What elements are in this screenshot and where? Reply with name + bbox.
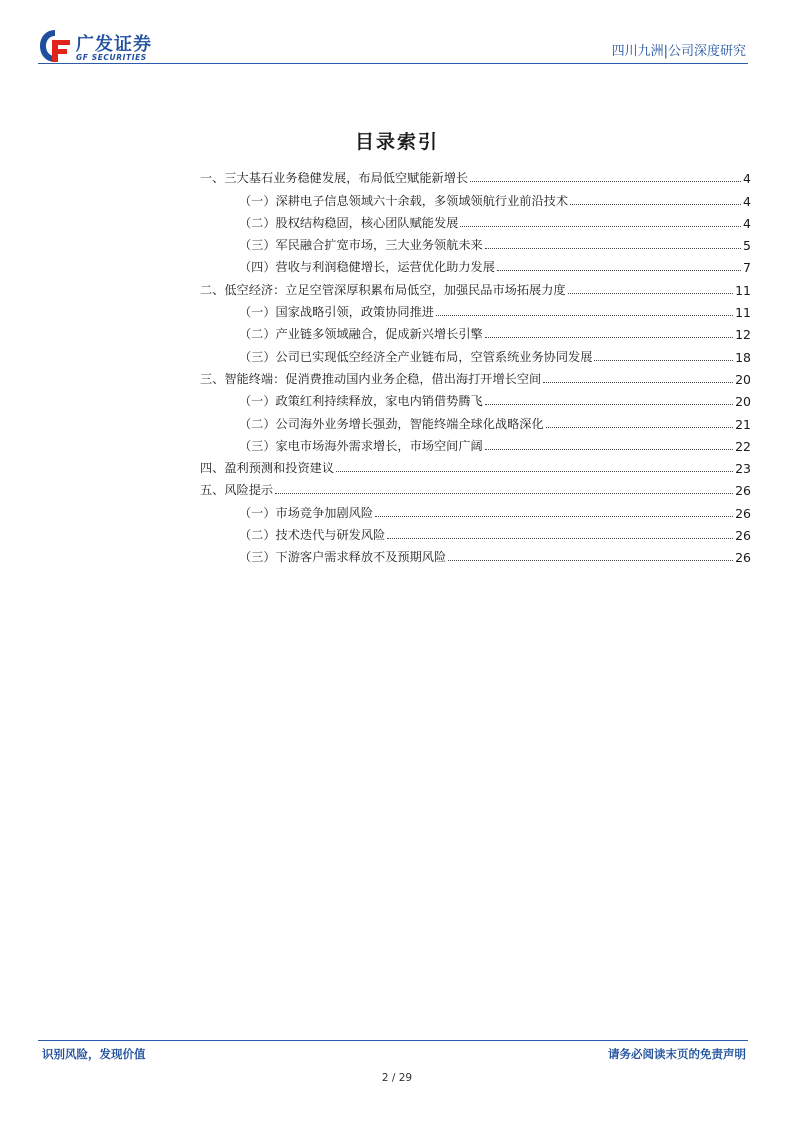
toc-entry[interactable] <box>200 275 751 297</box>
toc-leader-dots <box>568 293 733 294</box>
toc-entry-text: （二）技术迭代与研发风险 <box>239 528 386 543</box>
page-number: 2 / 29 <box>381 1072 413 1084</box>
toc-entry[interactable] <box>200 409 751 431</box>
toc-leader-dots <box>546 427 733 428</box>
toc-entry-page: 11 <box>735 305 751 321</box>
toc-entry-page: 11 <box>735 282 751 298</box>
toc-entry[interactable] <box>200 365 751 387</box>
toc-leader-dots <box>485 404 733 405</box>
toc-entry-page: 23 <box>735 461 751 477</box>
toc-leader-dots <box>436 315 733 316</box>
toc-entry-text: （一）政策红利持续释放，家电内销借势腾飞 <box>239 394 483 409</box>
toc-entry-text: （三）军民融合扩宽市场，三大业务领航未来 <box>239 238 483 253</box>
toc-entry-text: （二）股权结构稳固，核心团队赋能发展 <box>239 215 459 230</box>
toc-entry[interactable] <box>200 298 751 320</box>
toc-entry-page: 20 <box>735 371 751 387</box>
toc-leader-dots <box>485 449 733 450</box>
toc-entry-page: 4 <box>743 171 751 187</box>
header-divider <box>38 63 748 64</box>
toc-leader-dots <box>594 360 733 361</box>
toc-leader-dots <box>485 337 733 338</box>
toc-entry-page: 26 <box>735 505 751 521</box>
toc-entry-page: 7 <box>743 260 751 276</box>
report-label: 四川九洲|公司深度研究 <box>611 44 746 59</box>
toc-entry-text: （一）深耕电子信息领域六十余载，多领域领航行业前沿技术 <box>239 193 569 208</box>
toc-entry[interactable] <box>200 209 751 231</box>
company-logo <box>38 28 168 68</box>
logo-english-name: GF SECURITIES <box>76 53 147 62</box>
toc-entry-text: 五、风险提示 <box>200 483 274 498</box>
footer-disclaimer-note: 请务必阅读末页的免责声明 <box>608 1047 746 1061</box>
footer-slogan: 识别风险，发现价值 <box>42 1047 146 1061</box>
toc-entry-text: 一、三大基石业务稳健发展，布局低空赋能新增长 <box>200 171 469 186</box>
toc-leader-dots <box>375 516 733 517</box>
toc-entry-text: 三、智能终端：促消费推动国内业务企稳，借出海打开增长空间 <box>200 371 542 386</box>
toc-entry-text: （二）产业链多领域融合，促成新兴增长引擎 <box>239 327 483 342</box>
toc-entry-text: （三）家电市场海外需求增长，市场空间广阔 <box>239 438 483 453</box>
toc-entry-page: 26 <box>735 483 751 499</box>
toc-entry-text: （三）公司已实现低空经济全产业链布局，空管系统业务协同发展 <box>239 349 593 364</box>
toc-entry-page: 26 <box>735 550 751 566</box>
toc-entry-page: 12 <box>735 327 751 343</box>
toc-entry-text: 二、低空经济：立足空管深厚积累布局低空，加强民品市场拓展力度 <box>200 282 566 297</box>
toc-leader-dots <box>336 471 733 472</box>
toc-entry[interactable] <box>200 476 751 498</box>
toc-entry[interactable] <box>200 253 751 275</box>
toc-leader-dots <box>460 226 741 227</box>
footer-divider <box>38 1040 748 1041</box>
toc-leader-dots <box>275 493 733 494</box>
toc-entry-text: （一）市场竞争加剧风险 <box>239 505 374 520</box>
toc-entry[interactable] <box>200 164 751 186</box>
toc-entry-page: 26 <box>735 528 751 544</box>
toc-entry[interactable] <box>200 454 751 476</box>
toc-entry[interactable] <box>200 387 751 409</box>
toc-entry-page: 20 <box>735 394 751 410</box>
toc-entry-page: 18 <box>735 349 751 365</box>
toc-entry[interactable] <box>200 521 751 543</box>
toc-entry-text: （四）营收与利润稳健增长，运营优化助力发展 <box>239 260 495 275</box>
toc-leader-dots <box>543 382 733 383</box>
toc-entry[interactable] <box>200 320 751 342</box>
toc-entry-text: （三）下游客户需求释放不及预期风险 <box>239 550 447 565</box>
toc-entry-page: 5 <box>743 238 751 254</box>
toc-leader-dots <box>470 181 741 182</box>
toc-entry-text: 四、盈利预测和投资建议 <box>200 461 335 476</box>
toc-entry-text: （一）国家战略引领，政策协同推进 <box>239 305 434 320</box>
toc-entry-page: 21 <box>735 416 751 432</box>
toc-entry[interactable] <box>200 498 751 520</box>
toc-entry[interactable] <box>200 543 751 565</box>
toc-leader-dots <box>448 560 733 561</box>
toc-title: 目录索引 <box>354 131 439 153</box>
toc-leader-dots <box>387 538 733 539</box>
logo-chinese-name: 广发证券 <box>76 34 152 55</box>
table-of-contents <box>200 164 751 565</box>
toc-entry-page: 4 <box>743 215 751 231</box>
gf-logo-icon <box>38 28 72 64</box>
toc-leader-dots <box>485 248 741 249</box>
toc-leader-dots <box>497 270 741 271</box>
toc-leader-dots <box>570 204 741 205</box>
toc-entry[interactable] <box>200 186 751 208</box>
toc-entry[interactable] <box>200 342 751 364</box>
toc-entry[interactable] <box>200 231 751 253</box>
toc-entry[interactable] <box>200 432 751 454</box>
toc-entry-text: （二）公司海外业务增长强劲，智能终端全球化战略深化 <box>239 416 544 431</box>
toc-entry-page: 22 <box>735 438 751 454</box>
toc-entry-page: 4 <box>743 193 751 209</box>
